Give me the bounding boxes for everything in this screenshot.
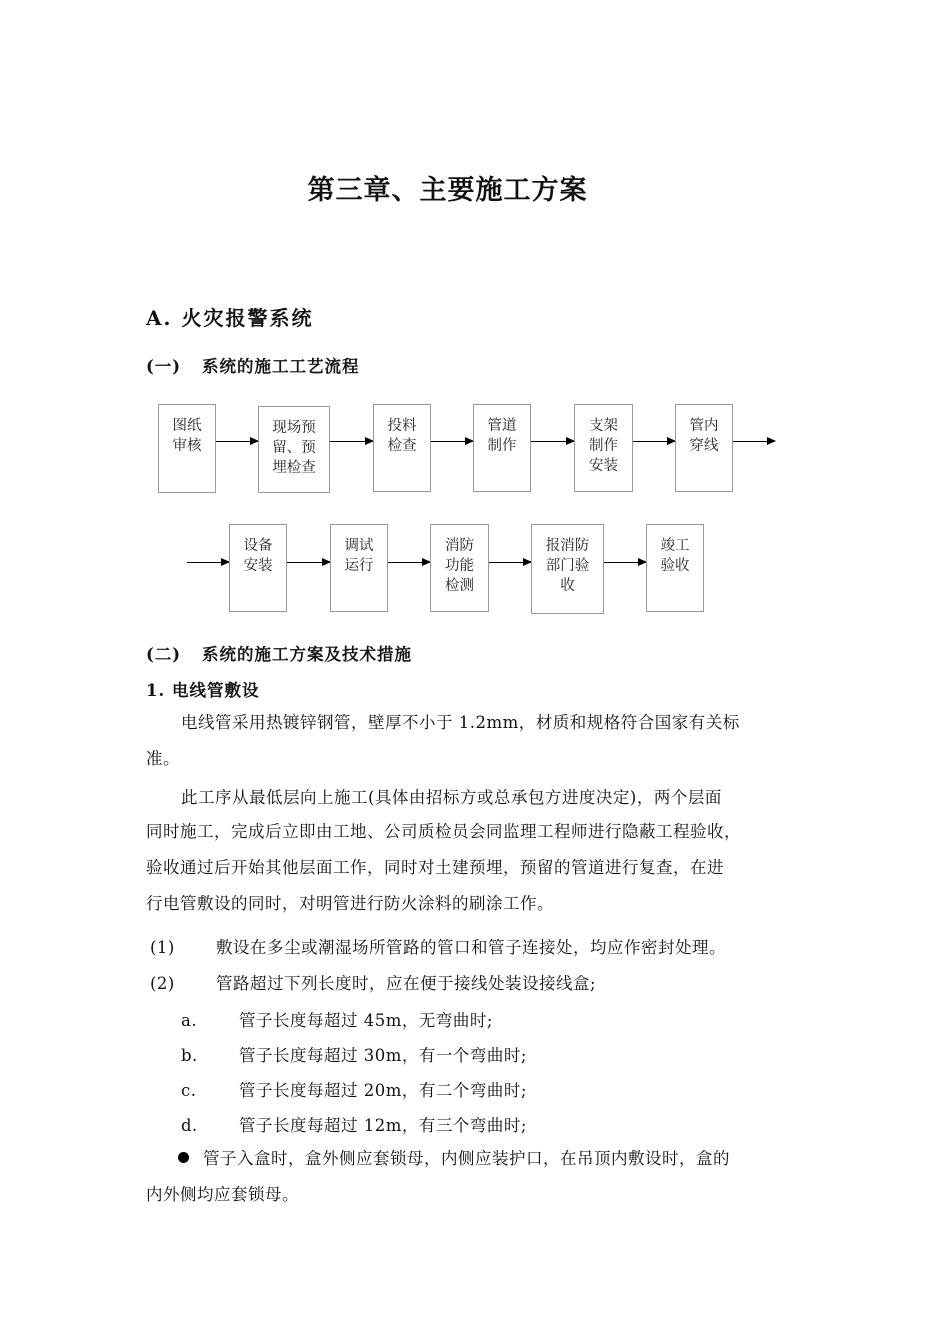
subsection-heading-2	[146, 641, 412, 665]
sub-list-item	[181, 1042, 527, 1066]
sub-list-item-text: 管子长度每超过 20m，有二个弯曲时;	[239, 1081, 527, 1100]
flow-step-line: 支架	[589, 418, 618, 434]
subsection-title: 系统的施工方案及技术措施	[202, 645, 412, 664]
flow-arrow	[733, 441, 775, 442]
bullet-text: 管子入盒时，盒外侧应套锁母，内侧应装护口，在吊顶内敷设时，盒的	[203, 1149, 730, 1168]
flow-step-line: 现场预	[272, 420, 316, 436]
paragraph-line: 行电管敷设的同时，对明管进行防火涂料的刷涂工作。	[146, 894, 554, 913]
flow-step-line: 管道	[487, 418, 517, 434]
flow-step-line: 报消防	[545, 538, 590, 554]
flow-arrow	[330, 441, 373, 442]
list-item-label: (1)	[150, 938, 175, 957]
paragraph-line: 此工序从最低层向上施工(具体由招标方或总承包方进度决定)，两个层面	[181, 788, 722, 807]
flow-arrow	[489, 562, 531, 563]
sub-list-item-label: b.	[181, 1046, 198, 1065]
black-circle-bullet-icon	[178, 1152, 189, 1163]
subsection-number: (二)	[146, 645, 182, 664]
flow-arrow	[604, 562, 646, 563]
flow-step	[373, 404, 431, 492]
flow-step-line: 安装	[243, 558, 273, 574]
flow-step-line: 部门验	[545, 558, 590, 574]
flow-step-line: 竣工	[660, 538, 690, 554]
flow-step-line: 埋检查	[272, 460, 316, 476]
flow-step	[258, 406, 330, 493]
flow-step-line: 调试	[344, 538, 374, 554]
flow-step-line: 投料	[387, 418, 417, 434]
sub-list-item-text: 管子长度每超过 45m，无弯曲时;	[239, 1011, 493, 1030]
sub-list-item-label: d.	[181, 1116, 198, 1135]
list-item	[150, 934, 726, 958]
sub-list-item-text: 管子长度每超过 12m，有三个弯曲时;	[239, 1116, 527, 1135]
flow-arrow	[531, 441, 574, 442]
paragraph-line: 内外侧均应套锁母。	[146, 1185, 299, 1204]
flow-arrow	[431, 441, 473, 442]
flow-step-line: 消防	[445, 538, 474, 554]
flow-step	[430, 524, 489, 612]
flow-step	[158, 404, 216, 493]
sub-list-item	[181, 1112, 527, 1136]
sub-list-item-label: c.	[181, 1081, 197, 1100]
flow-arrow	[216, 441, 258, 442]
list-item	[150, 970, 596, 994]
flow-arrow	[187, 562, 229, 563]
flow-step	[646, 524, 704, 612]
flow-step-line: 图纸	[172, 418, 202, 434]
subsection-heading-2-1: 1. 电线管敷设	[146, 681, 260, 700]
flow-step-line: 验收	[660, 558, 690, 574]
flow-arrow	[633, 441, 675, 442]
flow-step	[574, 404, 633, 492]
subsection-heading-1	[146, 353, 360, 377]
subsection-title: 系统的施工工艺流程	[202, 357, 360, 376]
flow-step-line: 检查	[387, 438, 417, 454]
sub-list-item-label: a.	[181, 1011, 198, 1030]
flow-step	[473, 404, 531, 492]
flow-arrow	[287, 562, 330, 563]
flow-step-line: 审核	[172, 438, 202, 454]
list-item-text: 敷设在多尘或潮湿场所管路的管口和管子连接处，均应作密封处理。	[216, 938, 726, 957]
paragraph-line: 同时施工，完成后立即由工地、公司质检员会同监理工程师进行隐蔽工程验收，	[146, 822, 741, 841]
flow-step	[229, 524, 287, 612]
flow-step-line: 制作	[589, 438, 618, 454]
flow-step-line: 收	[560, 578, 575, 594]
flow-step	[531, 524, 604, 614]
flow-step-line: 检测	[445, 578, 474, 594]
paragraph-line: 准。	[146, 749, 180, 768]
page-title: 第三章、主要施工方案	[307, 175, 588, 206]
flow-step-line: 功能	[445, 558, 474, 574]
flow-step	[675, 404, 733, 492]
flow-step-line: 留、预	[272, 440, 316, 456]
flow-step	[330, 524, 388, 612]
flow-arrow	[388, 562, 430, 563]
subsection-number: (一)	[146, 357, 182, 376]
flow-step-line: 运行	[344, 558, 374, 574]
flow-step-line: 安装	[589, 458, 618, 474]
sub-list-item	[181, 1007, 493, 1031]
bullet-item	[178, 1143, 730, 1175]
flow-step-line: 穿线	[689, 438, 719, 454]
sub-list-item	[181, 1077, 527, 1101]
paragraph-line: 电线管采用热镀锌钢管，壁厚不小于 1.2mm，材质和规格符合国家有关标	[181, 713, 740, 732]
list-item-text: 管路超过下列长度时，应在便于接线处装设接线盒;	[216, 974, 597, 993]
section-heading-a: A. 火灾报警系统	[146, 306, 314, 330]
flow-step-line: 管内	[689, 418, 719, 434]
sub-list-item-text: 管子长度每超过 30m，有一个弯曲时;	[239, 1046, 527, 1065]
flow-step-line: 制作	[487, 438, 517, 454]
list-item-label: (2)	[150, 974, 175, 993]
flow-step-line: 设备	[243, 538, 273, 554]
paragraph-line: 验收通过后开始其他层面工作，同时对土建预埋，预留的管道进行复查，在进	[146, 858, 724, 877]
